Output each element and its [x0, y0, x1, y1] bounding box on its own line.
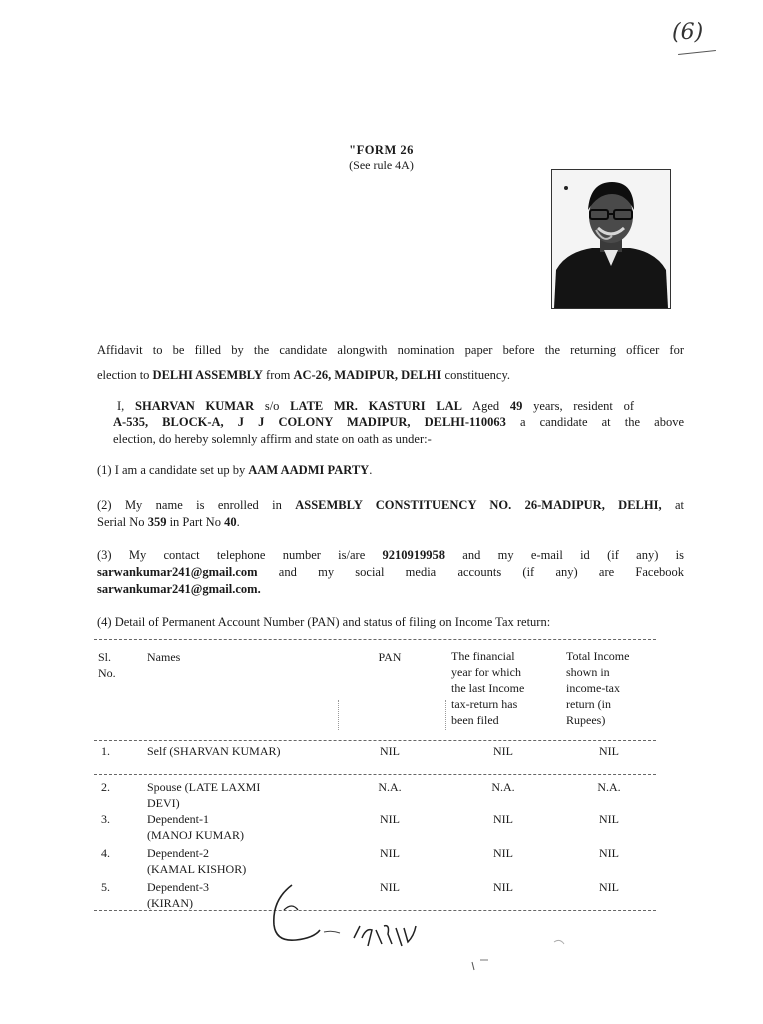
header-text: No. — [98, 666, 116, 680]
item-3-line-1 — [97, 547, 684, 564]
declaration-text: I, — [117, 399, 136, 413]
page-number-underline — [678, 50, 716, 55]
intro-text: constituency. — [441, 368, 511, 382]
item-2-text: in Part No — [166, 515, 225, 529]
table-cell-pan: NIL — [380, 880, 400, 894]
table-header-rule — [94, 740, 656, 741]
header-text: shown in — [566, 665, 610, 679]
item-2-text: . — [236, 515, 240, 529]
form-subtitle: (See rule 4A) — [349, 158, 414, 172]
candidate-age: 49 — [509, 399, 523, 413]
table-cell-pan: NIL — [380, 744, 400, 758]
declaration-text: years, resident of — [522, 399, 634, 413]
name-line: Dependent-3 — [147, 880, 209, 894]
header-names: Names — [147, 650, 181, 664]
intro-text: election to — [97, 368, 153, 382]
table-cell-financial-year: N.A. — [491, 780, 515, 794]
table-cell-sl: 4. — [101, 846, 110, 860]
father-name: LATE MR. KASTURI LAL — [290, 399, 463, 413]
declaration-text: s/o — [254, 399, 291, 413]
name-line: Dependent-1 — [147, 812, 209, 826]
constituency-name: AC-26, MADIPUR, DELHI — [293, 368, 442, 382]
candidate-portrait-image — [552, 170, 670, 308]
item-2-text: Serial No — [97, 515, 148, 529]
form-title: "FORM 26 — [349, 143, 414, 157]
header-pan: PAN — [378, 650, 402, 664]
intro-text: from — [262, 368, 294, 382]
party-name: AAM AADMI PARTY — [248, 463, 370, 477]
item-1-text: . — [369, 463, 373, 477]
name-line: Dependent-2 — [147, 846, 209, 860]
item-3-text: and my e-mail id (if any) is — [445, 548, 684, 562]
header-text: year for which — [451, 665, 521, 679]
name-line: (MANOJ KUMAR) — [147, 828, 245, 842]
header-text: the last Income — [451, 681, 525, 695]
item-3-text: (3) My contact telephone number is/are — [97, 548, 383, 562]
table-cell-sl: 1. — [101, 744, 110, 758]
name-line: Spouse (LATE LAXMI — [147, 780, 261, 794]
header-text: Rupees) — [566, 713, 606, 727]
header-total-income — [566, 648, 656, 728]
declaration-line-1 — [117, 398, 634, 415]
declaration-text: Aged — [462, 399, 510, 413]
table-top-rule — [94, 639, 656, 640]
item-2-line-1 — [97, 497, 684, 514]
table-cell-pan: N.A. — [378, 780, 402, 794]
table-cell-financial-year: NIL — [493, 846, 513, 860]
item-3-line-2 — [97, 564, 684, 581]
handwritten-signature — [262, 880, 592, 980]
header-text: tax-return has — [451, 697, 518, 711]
header-text: return (in — [566, 697, 611, 711]
table-cell-name: Self (SHARVAN KUMAR) — [147, 744, 281, 758]
part-number: 40 — [224, 515, 237, 529]
table-cell-sl: 2. — [101, 780, 110, 794]
table-cell-pan: NIL — [380, 812, 400, 826]
table-cell-income: NIL — [599, 812, 619, 826]
election-type: DELHI ASSEMBLY — [152, 368, 263, 382]
name-line: (KIRAN) — [147, 896, 193, 910]
header-sl-no — [98, 649, 138, 681]
declaration-line-3: election, do hereby solemnly affirm and state on oath as under:- — [113, 432, 432, 446]
item-4: (4) Detail of Permanent Account Number (PAN) and status of filing on Income Tax return: — [97, 615, 551, 629]
name-line: (KAMAL KISHOR) — [147, 862, 247, 876]
item-3-text: and my social media accounts (if any) are Facebook — [257, 565, 684, 579]
item-2-line-2 — [97, 514, 684, 531]
table-cell-sl: 5. — [101, 880, 110, 894]
table-row-rule — [94, 774, 656, 775]
item-1-text: (1) I am a candidate set up by — [97, 463, 249, 477]
column-divider — [445, 700, 446, 730]
table-cell-sl: 3. — [101, 812, 110, 826]
table-cell-income: NIL — [599, 846, 619, 860]
table-cell-financial-year: NIL — [493, 744, 513, 758]
enrolled-constituency: ASSEMBLY CONSTITUENCY NO. 26-MADIPUR, DELHI, — [295, 498, 662, 512]
table-cell-financial-year: NIL — [493, 812, 513, 826]
serial-number: 359 — [147, 515, 167, 529]
table-cell-financial-year: NIL — [493, 880, 513, 894]
header-text: been filed — [451, 713, 499, 727]
column-divider — [338, 700, 339, 730]
header-text: Sl. — [98, 650, 112, 664]
header-text: Total Income — [566, 649, 630, 663]
table-cell-name — [147, 779, 327, 811]
item-3-line-3 — [97, 581, 684, 598]
candidate-name: SHARVAN KUMAR — [135, 399, 255, 413]
item-2-text: at — [661, 498, 684, 512]
table-cell-income: N.A. — [597, 780, 621, 794]
declaration-text: a candidate at the above — [505, 415, 684, 429]
intro-line-1: Affidavit to be filled by the candidate alongwith nomination paper before the returning officer for — [97, 343, 684, 357]
header-text: The financial — [451, 649, 515, 663]
candidate-photo — [551, 169, 671, 309]
candidate-address: A-535, BLOCK-A, J J COLONY MADIPUR, DELHI-110063 — [113, 415, 506, 429]
item-1 — [97, 462, 684, 479]
table-cell-name — [147, 811, 327, 843]
name-line: DEVI) — [147, 796, 180, 810]
header-financial-year — [451, 648, 551, 728]
item-2-text: (2) My name is enrolled in — [97, 498, 296, 512]
phone-number: 9210919958 — [382, 548, 446, 562]
facebook-account: sarwankumar241@gmail.com. — [97, 582, 261, 596]
table-cell-name — [147, 845, 327, 877]
table-cell-pan: NIL — [380, 846, 400, 860]
page-number: (6) — [672, 20, 704, 45]
table-cell-income: NIL — [599, 880, 619, 894]
header-text: income-tax — [566, 681, 620, 695]
table-cell-income: NIL — [599, 744, 619, 758]
email-address: sarwankumar241@gmail.com — [97, 565, 258, 579]
intro-line-2 — [97, 367, 684, 384]
declaration-line-2 — [113, 414, 684, 431]
